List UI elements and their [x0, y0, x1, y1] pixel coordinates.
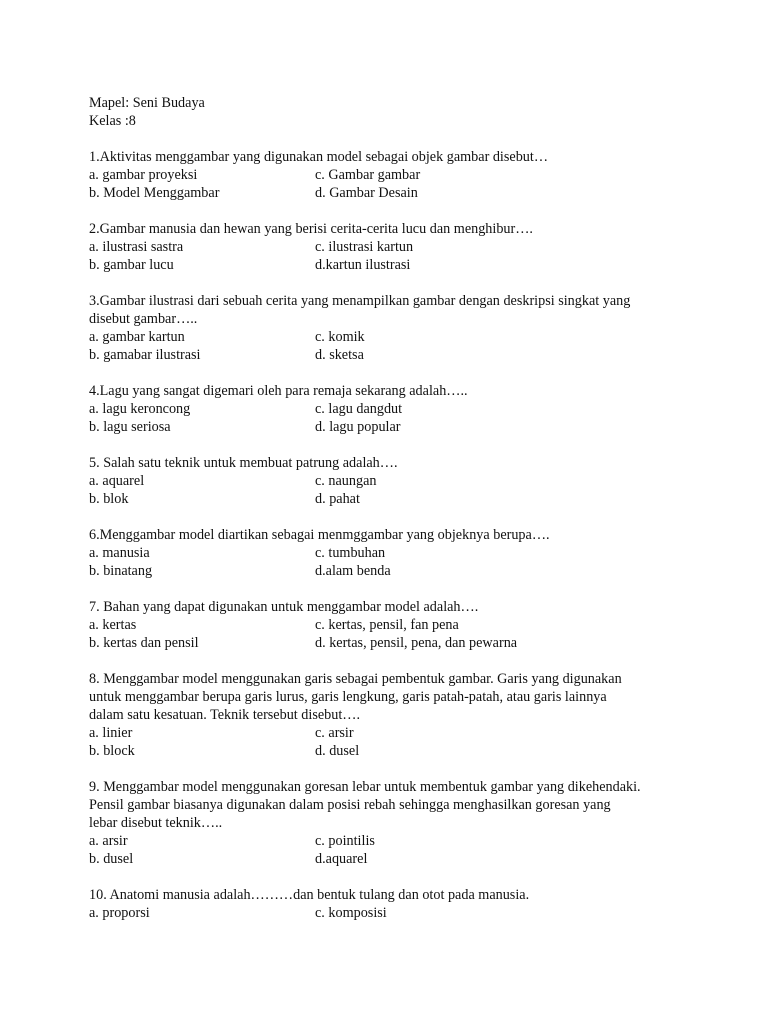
answer-option: a. gambar kartun	[89, 329, 185, 345]
question-1	[89, 148, 689, 202]
answer-option: a. aquarel	[89, 473, 145, 489]
option-row	[89, 166, 689, 184]
question-text: 8. Menggambar model menggunakan garis sebagai pembentuk gambar. Garis yang digunakan	[89, 671, 622, 687]
question-text: Pensil gambar biasanya digunakan dalam posisi rebah sehingga menghasilkan goresan yang	[89, 797, 611, 813]
question-text: disebut gambar…..	[89, 311, 198, 327]
question-2	[89, 220, 689, 274]
question-text: 6.Menggambar model diartikan sebagai menmggambar yang objeknya berupa….	[89, 527, 550, 543]
answer-option: a. ilustrasi sastra	[89, 239, 184, 255]
answer-option: d. Gambar Desain	[315, 185, 418, 201]
answer-option: c. kertas, pensil, fan pena	[315, 617, 459, 633]
question-text: lebar disebut teknik…..	[89, 815, 223, 831]
answer-option: b. dusel	[89, 851, 134, 867]
answer-option: d.alam benda	[315, 563, 391, 579]
answer-option: b. Model Menggambar	[89, 185, 220, 201]
option-row	[89, 742, 689, 760]
answer-option: c. lagu dangdut	[315, 401, 403, 417]
answer-option: b. gambar lucu	[89, 257, 174, 273]
answer-option: d. kertas, pensil, pena, dan pewarna	[315, 635, 518, 651]
question-9	[89, 778, 689, 868]
option-row	[89, 184, 689, 202]
answer-option: a. linier	[89, 725, 133, 741]
option-row	[89, 256, 689, 274]
question-text: 2.Gambar manusia dan hewan yang berisi cerita-cerita lucu dan menghibur….	[89, 221, 533, 237]
option-row	[89, 904, 689, 922]
option-row	[89, 418, 689, 436]
answer-option: a. kertas	[89, 617, 137, 633]
question-6	[89, 526, 689, 580]
question-list	[89, 148, 689, 922]
answer-option: c. Gambar gambar	[315, 167, 421, 183]
option-row	[89, 328, 689, 346]
question-text: 9. Menggambar model menggunakan goresan lebar untuk membentuk gambar yang dikehendaki.	[89, 779, 641, 795]
answer-option: d. pahat	[315, 491, 360, 507]
option-row	[89, 346, 689, 364]
question-5	[89, 454, 689, 508]
answer-option: a. proporsi	[89, 905, 150, 921]
answer-option: a. manusia	[89, 545, 150, 561]
answer-option: b. binatang	[89, 563, 153, 579]
question-text: 4.Lagu yang sangat digemari oleh para remaja sekarang adalah…..	[89, 383, 468, 399]
worksheet	[89, 94, 689, 922]
answer-option: c. tumbuhan	[315, 545, 386, 561]
question-7	[89, 598, 689, 652]
answer-option: c. ilustrasi kartun	[315, 239, 414, 255]
answer-option: b. kertas dan pensil	[89, 635, 199, 651]
answer-option: a. lagu keroncong	[89, 401, 191, 417]
answer-option: c. naungan	[315, 473, 377, 489]
question-text: 10. Anatomi manusia adalah………dan bentuk tulang dan otot pada manusia.	[89, 887, 530, 903]
class-label: Kelas :8	[89, 113, 136, 129]
answer-option: c. arsir	[315, 725, 354, 741]
answer-option: a. arsir	[89, 833, 128, 849]
question-3	[89, 292, 689, 364]
answer-option: b. gamabar ilustrasi	[89, 347, 201, 363]
question-text: 5. Salah satu teknik untuk membuat patrung adalah….	[89, 455, 398, 471]
question-8	[89, 670, 689, 760]
question-4	[89, 382, 689, 436]
answer-option: c. komik	[315, 329, 365, 345]
answer-option: d.aquarel	[315, 851, 368, 867]
option-row	[89, 238, 689, 256]
question-text: 7. Bahan yang dapat digunakan untuk menggambar model adalah….	[89, 599, 479, 615]
answer-option: c. komposisi	[315, 905, 387, 921]
option-row	[89, 832, 689, 850]
answer-option: d. sketsa	[315, 347, 364, 363]
option-row	[89, 490, 689, 508]
answer-option: b. blok	[89, 491, 129, 507]
answer-option: c. pointilis	[315, 833, 375, 849]
answer-option: b. lagu seriosa	[89, 419, 171, 435]
option-row	[89, 724, 689, 742]
option-row	[89, 400, 689, 418]
question-text: 1.Aktivitas menggambar yang digunakan model sebagai objek gambar disebut…	[89, 149, 549, 165]
question-text: untuk menggambar berupa garis lurus, garis lengkung, garis patah-patah, atau garis lainnya	[89, 689, 607, 705]
option-row	[89, 634, 689, 652]
question-text: 3.Gambar ilustrasi dari sebuah cerita yang menampilkan gambar dengan deskripsi singkat yang	[89, 293, 631, 309]
subject-label: Mapel: Seni Budaya	[89, 95, 205, 111]
answer-option: d. lagu popular	[315, 419, 401, 435]
answer-option: d.kartun ilustrasi	[315, 257, 411, 273]
question-10	[89, 886, 689, 922]
option-row	[89, 472, 689, 490]
option-row	[89, 544, 689, 562]
answer-option: b. block	[89, 743, 135, 759]
answer-option: a. gambar proyeksi	[89, 167, 198, 183]
answer-option: d. dusel	[315, 743, 360, 759]
option-row	[89, 616, 689, 634]
option-row	[89, 850, 689, 868]
question-text: dalam satu kesatuan. Teknik tersebut disebut….	[89, 707, 361, 723]
option-row	[89, 562, 689, 580]
